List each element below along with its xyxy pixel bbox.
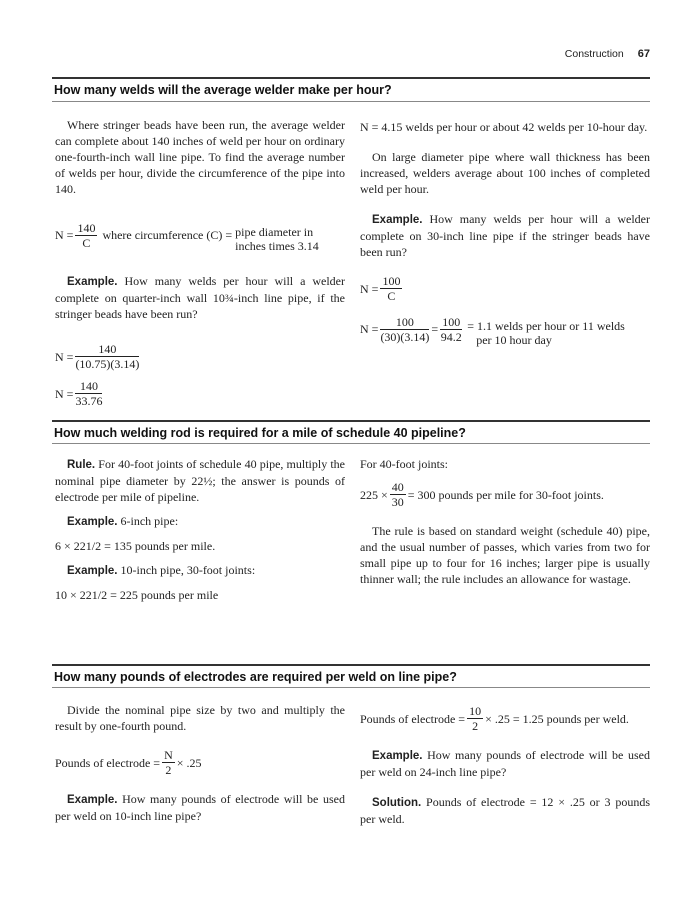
example-text: 10-inch pipe, 30-foot joints: bbox=[120, 563, 256, 577]
formula-lhs: N = bbox=[360, 322, 379, 336]
formula-lhs: N = bbox=[360, 281, 379, 296]
calculation: 10 × 221/2 = 225 pounds per mile bbox=[55, 588, 219, 602]
formula-rhs: × .25 = 1.25 pounds per weld. bbox=[485, 711, 629, 726]
example-label: Example. bbox=[372, 214, 423, 226]
formula-lhs: N = bbox=[55, 228, 74, 242]
example-paragraph bbox=[55, 513, 345, 530]
example-text: How many pounds of electrode will be used per weld on 10-inch line pipe? bbox=[55, 792, 345, 823]
section-heading: How many pounds of electrodes are required per weld on line pipe? bbox=[54, 670, 457, 684]
example-text: How many welds per hour will a welder complete on 30-inch line pipe if the stringer beads have been run? bbox=[360, 212, 651, 259]
formula bbox=[55, 748, 345, 777]
fraction bbox=[440, 315, 462, 344]
formula bbox=[360, 311, 650, 347]
fraction bbox=[380, 315, 429, 344]
rule-label: Rule. bbox=[67, 459, 96, 471]
formula-lhs: Pounds of electrode = bbox=[55, 755, 161, 770]
numerator: N bbox=[164, 748, 173, 762]
paragraph: For 40-foot joints: bbox=[360, 457, 449, 471]
left-column bbox=[55, 456, 345, 603]
divider bbox=[52, 687, 650, 688]
formula-lhs: N = bbox=[55, 349, 74, 364]
example-label: Example. bbox=[372, 750, 423, 762]
example-paragraph bbox=[55, 791, 345, 824]
paragraph: Where stringer beads have been run, the average welder can complete about 140 inches of weld per hour on ordinary one-fourth-inch wall line pipe. To find the average number of welds per hour, divide the circumference of the pipe into 140. bbox=[55, 118, 345, 196]
formula-lhs: 225 × bbox=[360, 487, 388, 502]
example-text: How many pounds of electrode will be used per weld on 24-inch line pipe? bbox=[360, 748, 650, 779]
formula-lhs: Pounds of electrode = bbox=[360, 711, 466, 726]
numerator: 140 bbox=[77, 220, 96, 235]
rule-paragraph bbox=[55, 456, 345, 505]
numerator: 140 bbox=[75, 379, 102, 394]
example-text: 6-inch pipe: bbox=[120, 514, 179, 528]
right-column bbox=[360, 456, 650, 587]
left-column bbox=[55, 117, 345, 408]
formula-definition: pipe diameter in bbox=[235, 225, 314, 239]
result-line: N = 4.15 welds per hour or about 42 welds per 10-hour day. bbox=[360, 120, 648, 134]
numerator: 100 bbox=[380, 315, 429, 330]
example-label: Example. bbox=[67, 565, 118, 577]
formula-rhs: × .25 bbox=[176, 755, 202, 770]
fraction bbox=[75, 379, 102, 408]
formula-result: per 10 hour day bbox=[476, 333, 552, 347]
formula-definition: inches times 3.14 bbox=[235, 239, 319, 253]
fraction bbox=[390, 480, 406, 509]
formula bbox=[360, 274, 650, 303]
denominator: (10.75)(3.14) bbox=[75, 357, 140, 371]
fraction bbox=[380, 274, 402, 303]
formula bbox=[360, 704, 650, 733]
denominator: 2 bbox=[472, 719, 479, 733]
divider bbox=[52, 420, 650, 422]
fraction bbox=[75, 342, 139, 371]
running-header bbox=[565, 48, 650, 60]
example-label: Example. bbox=[67, 516, 118, 528]
solution-paragraph bbox=[360, 794, 650, 827]
solution-label: Solution. bbox=[372, 797, 422, 809]
fraction bbox=[467, 704, 483, 733]
numerator: 100 bbox=[442, 314, 461, 329]
example-label: Example. bbox=[67, 276, 118, 288]
divider bbox=[52, 101, 650, 102]
numerator: 40 bbox=[391, 480, 404, 494]
formula bbox=[55, 342, 345, 371]
right-column bbox=[360, 704, 650, 827]
denominator: 2 bbox=[165, 763, 172, 777]
denominator: C bbox=[387, 289, 396, 303]
denominator: (30)(3.14) bbox=[380, 329, 430, 344]
numerator: 100 bbox=[382, 274, 401, 288]
paragraph: On large diameter pipe where wall thickness has been increased, welders average about 100 inches of completed weld per hour. bbox=[360, 150, 650, 196]
formula-rhs: = 300 pounds per mile for 30-foot joints. bbox=[407, 487, 604, 502]
section-heading: How many welds will the average welder make per hour? bbox=[54, 83, 392, 97]
paragraph: Divide the nominal pipe size by two and multiply the result by one-fourth pound. bbox=[55, 703, 345, 733]
divider bbox=[52, 664, 650, 666]
formula-where: where circumference (C) = bbox=[102, 228, 233, 242]
formula bbox=[55, 379, 345, 408]
left-column bbox=[55, 702, 345, 824]
example-paragraph bbox=[55, 273, 345, 322]
page-number: 67 bbox=[637, 48, 650, 60]
numerator: 10 bbox=[469, 704, 482, 718]
denominator: 94.2 bbox=[440, 329, 462, 344]
divider bbox=[52, 77, 650, 79]
example-text: How many welds per hour will a welder complete on quarter-inch wall 10¾-inch line pipe, if the stringer beads have been run? bbox=[55, 274, 346, 321]
fraction bbox=[162, 748, 175, 777]
rule-text: For 40-foot joints of schedule 40 pipe, multiply the nominal pipe diameter by 22½; the answer is pounds of electrode per mile of pipeline. bbox=[55, 457, 345, 504]
denominator: 33.76 bbox=[75, 394, 103, 408]
formula bbox=[360, 480, 650, 509]
formula-lhs: N = bbox=[55, 386, 74, 401]
equals: = bbox=[431, 322, 439, 336]
formula-result: = 1.1 welds per hour or 11 welds bbox=[467, 319, 625, 333]
divider bbox=[52, 443, 650, 444]
formula bbox=[55, 217, 345, 253]
calculation: 6 × 221/2 = 135 pounds per mile. bbox=[55, 539, 216, 553]
right-column bbox=[360, 119, 650, 347]
numerator: 140 bbox=[75, 342, 139, 357]
paragraph: The rule is based on standard weight (schedule 40) pipe, and the usual number of passes, which varies from two for small pipe up to four for 16 inches; larger pipe is usually thinner wall; the rule includes an allowance for wastage. bbox=[360, 524, 650, 586]
example-paragraph bbox=[360, 747, 650, 780]
example-label: Example. bbox=[67, 794, 118, 806]
denominator: 30 bbox=[391, 495, 404, 509]
denominator: C bbox=[82, 235, 91, 250]
example-paragraph bbox=[360, 211, 650, 260]
example-paragraph bbox=[55, 562, 345, 579]
section-heading: How much welding rod is required for a mile of schedule 40 pipeline? bbox=[54, 426, 466, 440]
solution-text: Pounds of electrode = 12 × .25 or 3 pounds per weld. bbox=[360, 795, 651, 826]
fraction bbox=[75, 221, 97, 250]
running-header-section: Construction bbox=[564, 48, 624, 60]
